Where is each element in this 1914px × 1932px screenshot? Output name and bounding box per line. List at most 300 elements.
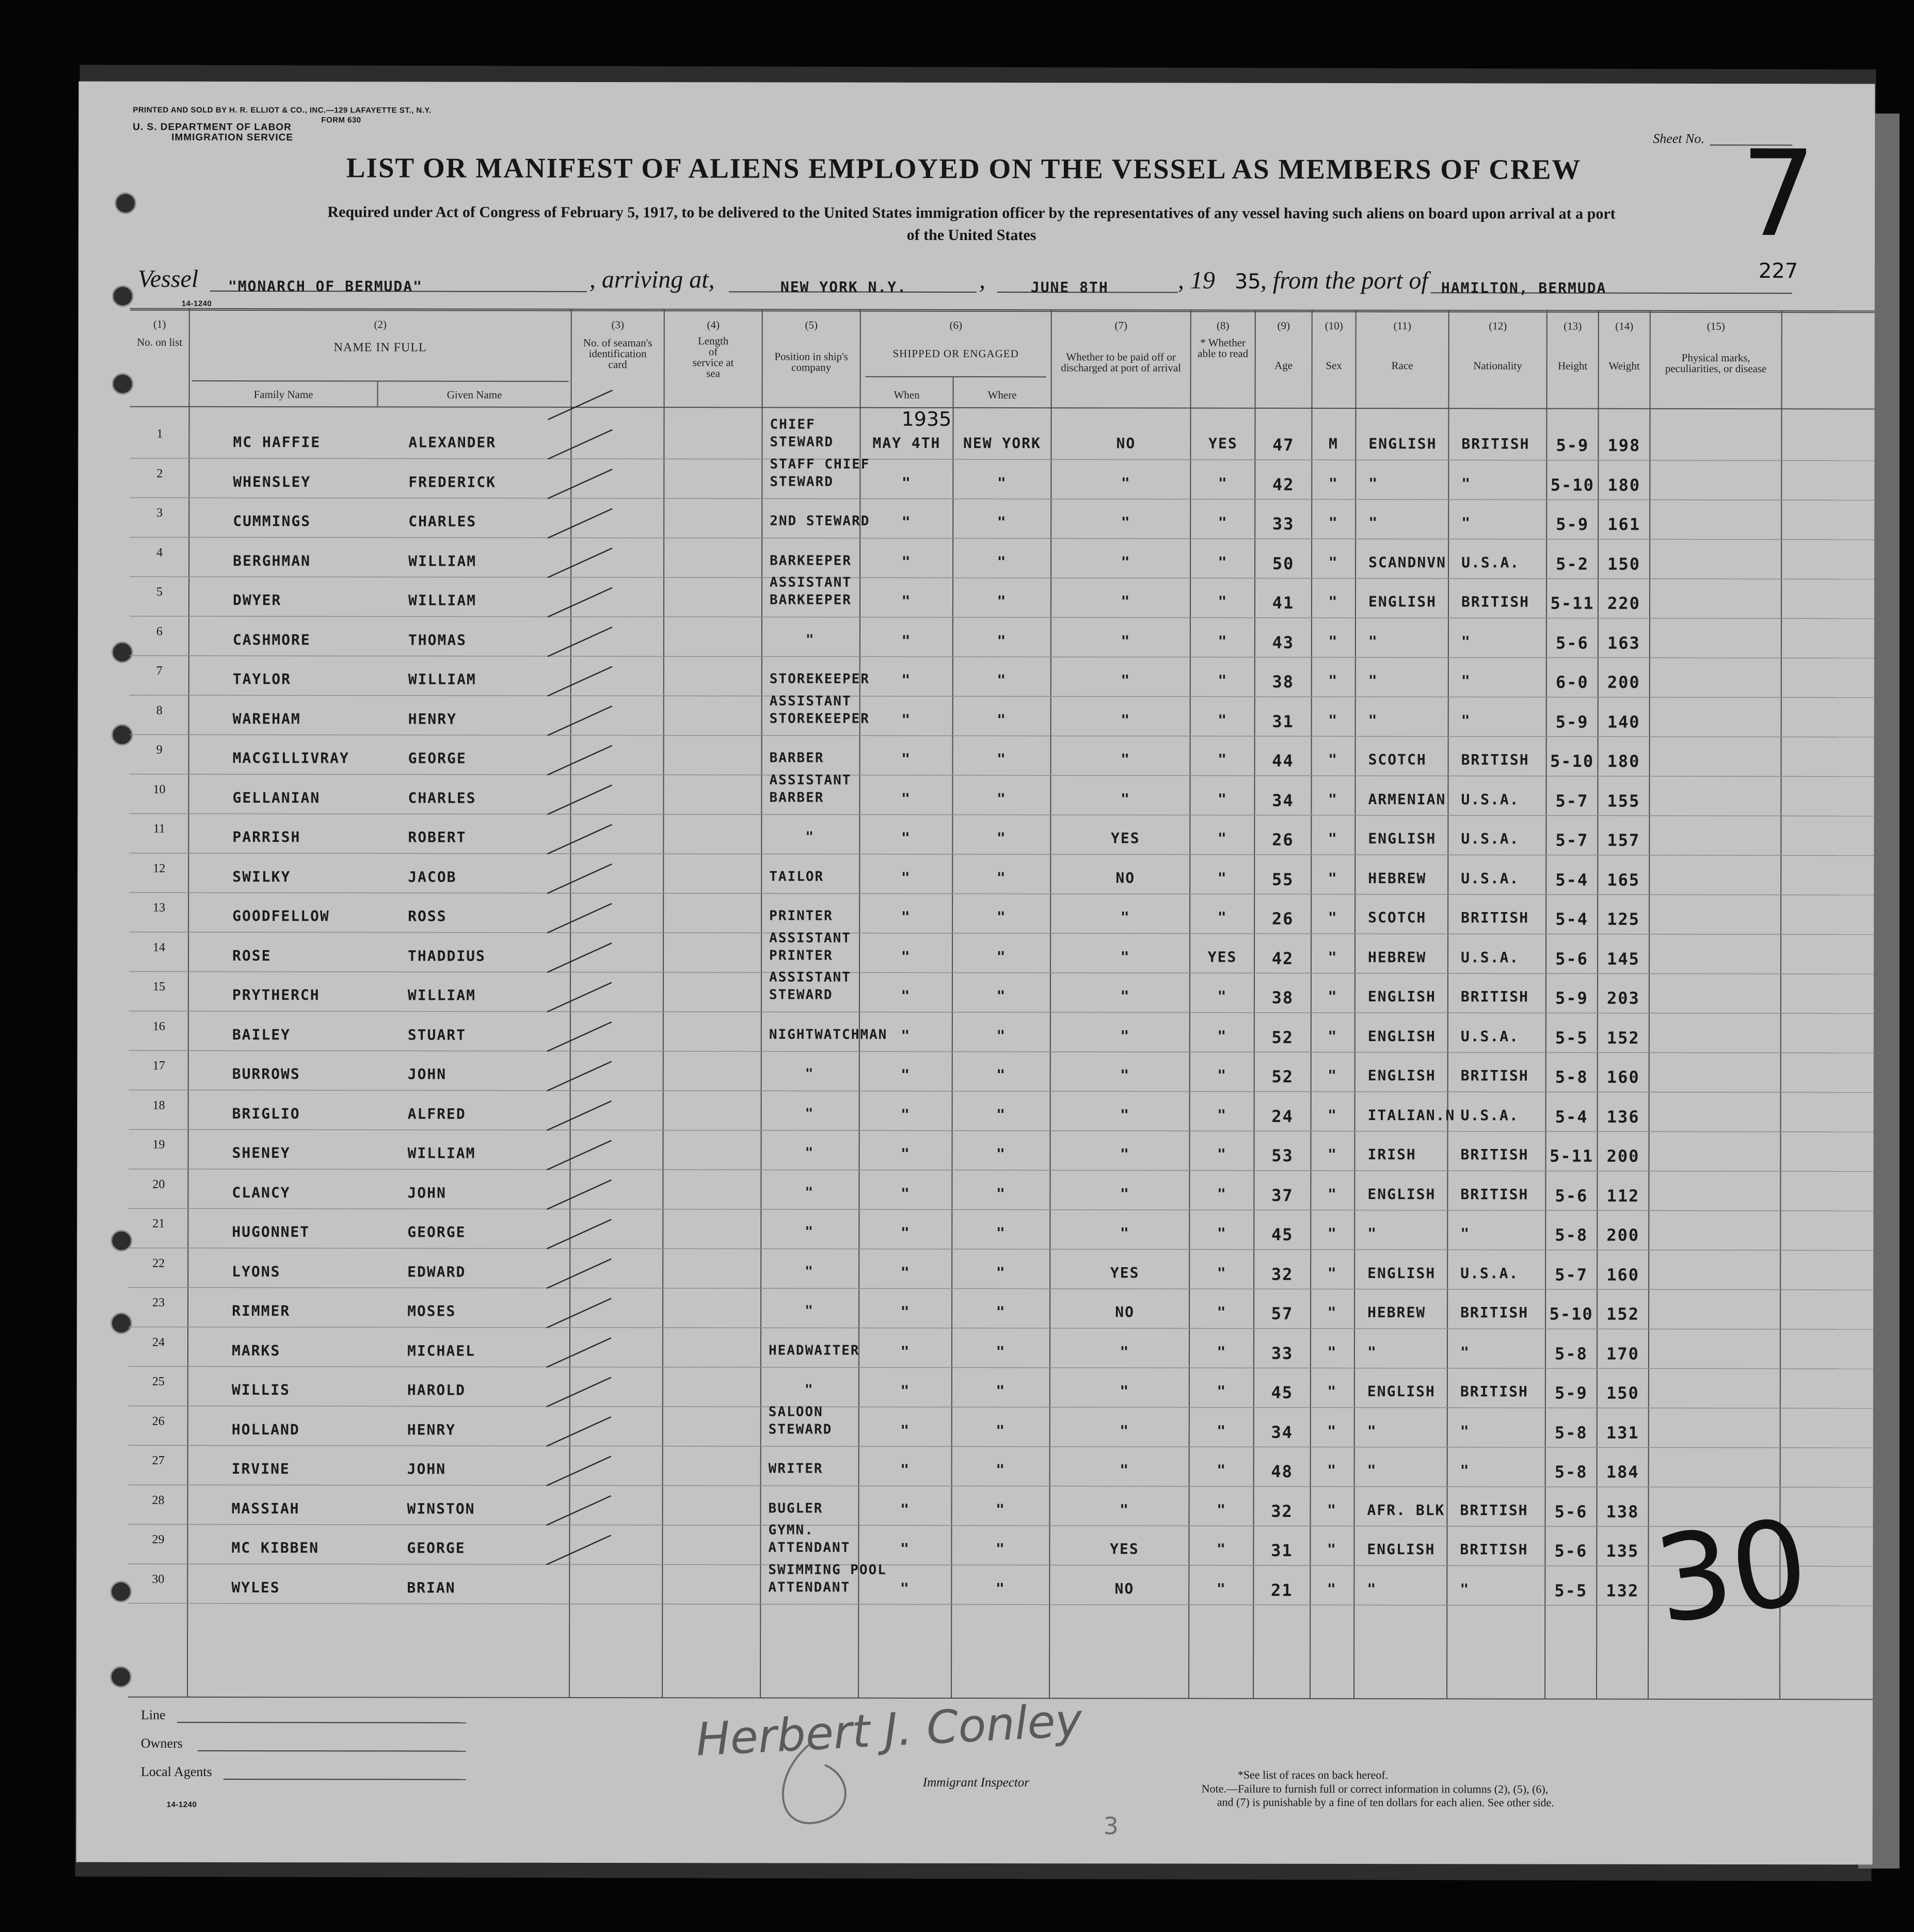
cell-family: RIMMER <box>232 1302 291 1320</box>
cell-paid: " <box>1121 553 1131 570</box>
cell-weight: 180 <box>1607 475 1641 495</box>
cell-nat: " <box>1460 1225 1471 1242</box>
pencil-mark: 3 <box>1103 1812 1119 1840</box>
cell-nat: BRITISH <box>1461 593 1530 611</box>
from-label: , from the port of <box>1260 266 1428 295</box>
cell-weight: 136 <box>1606 1107 1640 1127</box>
cell-when: MAY 4TH <box>872 434 941 452</box>
col2-heading: (2) NAME IN FULL <box>333 318 427 355</box>
cell-race: ENGLISH <box>1367 1067 1436 1084</box>
cell-height: 5-4 <box>1555 870 1589 890</box>
cell-nat: " <box>1461 672 1471 690</box>
cell-nat: BRITISH <box>1460 1067 1529 1084</box>
cell-given: THOMAS <box>408 631 467 649</box>
subtitle-2: of the United States <box>906 226 1036 244</box>
cell-given: WILLIAM <box>408 670 476 688</box>
cell-nat: " <box>1460 1343 1470 1361</box>
cell-position-line1: ASSISTANT <box>769 693 852 709</box>
cell-no: 7 <box>156 664 163 678</box>
cell-weight: 157 <box>1607 830 1640 850</box>
cell-weight: 135 <box>1606 1541 1639 1561</box>
cell-where: " <box>997 790 1007 807</box>
cell-height: 5-7 <box>1555 830 1589 850</box>
cell-position-line2: ATTENDANT <box>768 1540 851 1556</box>
row-rule <box>129 1524 1873 1527</box>
footer-code: 14-1240 <box>166 1800 197 1809</box>
cell-when: " <box>901 553 912 570</box>
cell-weight: 150 <box>1606 1383 1639 1403</box>
cell-family: DWYER <box>232 591 282 609</box>
cell-when: " <box>900 1422 911 1439</box>
cell-weight: 125 <box>1607 909 1640 929</box>
cell-nat: " <box>1461 514 1472 532</box>
cell-where: " <box>996 987 1007 1005</box>
cell-paid: " <box>1121 711 1131 728</box>
cell-paid: " <box>1120 948 1130 965</box>
row-rule <box>129 1406 1873 1409</box>
cell-sex: " <box>1328 672 1338 689</box>
cell-sex: " <box>1327 1185 1337 1203</box>
cell-family: MC HAFFIE <box>233 433 321 451</box>
cell-height: 5-4 <box>1555 1107 1588 1127</box>
cell-given: WILLIAM <box>408 592 477 609</box>
cell-age: 32 <box>1271 1501 1293 1521</box>
cell-nat: U.S.A. <box>1461 869 1520 887</box>
cell-position-line2: PRINTER <box>769 908 833 924</box>
cell-no: 22 <box>152 1256 165 1270</box>
cell-paid: " <box>1120 1066 1130 1084</box>
footnote-penalty: Note.—Failure to furnish full or correct information in columns (2), (5), (6), <box>1201 1782 1549 1796</box>
cell-age: 24 <box>1271 1106 1294 1126</box>
cell-no: 1 <box>156 427 163 441</box>
card-check-mark <box>547 1417 611 1446</box>
cell-no: 23 <box>152 1296 165 1310</box>
cell-position-line2: BUGLER <box>768 1500 823 1516</box>
cell-where: " <box>997 711 1007 728</box>
cell-no: 21 <box>152 1217 165 1231</box>
cell-when: " <box>901 513 912 531</box>
subtitle: Required under Act of Congress of February 5, 1917, to be delivered to the United States immigration officer by the representatives of any vessel having such aliens on board upon arrival at a port <box>327 203 1616 222</box>
cell-given: MICHAEL <box>407 1342 476 1360</box>
cell-race: " <box>1368 711 1378 729</box>
cell-read: " <box>1217 869 1227 887</box>
cell-age: 34 <box>1271 1422 1294 1442</box>
year-suffix: 35 <box>1234 269 1261 294</box>
cell-race: ENGLISH <box>1367 1185 1436 1203</box>
cell-read: " <box>1217 1224 1227 1242</box>
cell-sex: " <box>1328 829 1338 847</box>
cell-age: 42 <box>1271 948 1294 968</box>
cell-position-line2: ATTENDANT <box>768 1579 851 1595</box>
cell-where: " <box>996 1224 1006 1242</box>
cell-family: WILLIS <box>231 1381 291 1399</box>
cell-when: " <box>900 1540 910 1557</box>
card-check-mark <box>547 1061 612 1091</box>
cell-weight: 145 <box>1607 949 1640 969</box>
cell-weight: 160 <box>1606 1265 1640 1285</box>
cell-weight: 184 <box>1606 1462 1639 1482</box>
cell-height: 5-11 <box>1549 1146 1594 1166</box>
family-name-heading: Family Name <box>253 388 313 401</box>
cell-when: " <box>900 1461 911 1478</box>
row-rule <box>129 1011 1874 1014</box>
cell-paid: NO <box>1116 435 1136 452</box>
cell-race: " <box>1368 514 1379 532</box>
cell-position-line2: STEWARD <box>769 987 833 1003</box>
cell-race: " <box>1368 672 1378 690</box>
cell-family: MC KIBBEN <box>231 1539 320 1557</box>
cell-position-line1: ASSISTANT <box>770 574 852 590</box>
cell-age: 34 <box>1272 790 1294 810</box>
row-rule <box>129 1327 1873 1330</box>
col12-heading: (12) Nationality <box>1473 320 1522 372</box>
cell-age: 33 <box>1272 514 1295 534</box>
cell-read: " <box>1218 474 1228 492</box>
card-check-mark <box>547 785 612 815</box>
cell-read: " <box>1217 1145 1227 1163</box>
cell-no: 24 <box>152 1335 165 1349</box>
cell-paid: " <box>1120 1422 1130 1439</box>
cell-no: 25 <box>152 1375 165 1388</box>
cell-family: SHENEY <box>232 1144 291 1162</box>
cell-read: " <box>1217 987 1227 1005</box>
cell-age: 47 <box>1272 435 1295 455</box>
cell-no: 13 <box>153 901 166 915</box>
cell-no: 12 <box>153 861 166 875</box>
cell-family: CASHMORE <box>232 631 311 648</box>
card-check-mark <box>547 943 612 972</box>
cell-given: WILLIAM <box>408 552 477 570</box>
cell-no: 30 <box>152 1572 165 1586</box>
cell-race: ENGLISH <box>1367 1027 1436 1045</box>
cell-when: " <box>900 1343 911 1360</box>
cell-age: 31 <box>1272 711 1294 731</box>
cell-weight: 200 <box>1606 1146 1640 1166</box>
cell-family: BURROWS <box>232 1065 300 1083</box>
inspector-signature: Herbert J. Conley <box>694 1693 1083 1766</box>
card-check-mark <box>547 1456 611 1486</box>
row-rule <box>130 695 1874 698</box>
card-check-mark <box>547 1140 611 1170</box>
cell-position-line1: GYMN. <box>768 1522 814 1538</box>
cell-height: 5-8 <box>1555 1225 1588 1245</box>
line-label: Line <box>140 1707 166 1722</box>
cell-sex: " <box>1327 1264 1337 1282</box>
cell-position-line2: TAILOR <box>769 868 824 885</box>
cell-family: HUGONNET <box>232 1223 310 1241</box>
col4-heading: (4) Length of service at sea <box>692 318 734 380</box>
cell-given: ALFRED <box>407 1105 466 1123</box>
col10-heading: (10) Sex <box>1325 319 1343 372</box>
card-check-mark <box>548 745 612 775</box>
cell-position-line1: STAFF CHIEF <box>770 456 870 472</box>
cell-height: 5-4 <box>1555 909 1589 929</box>
cell-where: " <box>996 869 1007 886</box>
cell-given: MOSES <box>407 1302 456 1320</box>
col14-heading: (14) Weight <box>1608 320 1640 372</box>
cell-family: BRIGLIO <box>232 1105 300 1122</box>
cell-no: 11 <box>153 822 165 836</box>
cell-nat: U.S.A. <box>1461 830 1520 848</box>
cell-read: " <box>1216 1540 1226 1558</box>
cell-no: 19 <box>152 1138 165 1152</box>
cell-family: GOODFELLOW <box>232 907 330 925</box>
cell-age: 43 <box>1272 632 1295 652</box>
cell-weight: 131 <box>1606 1423 1639 1443</box>
card-check-mark <box>547 864 612 893</box>
card-check-mark <box>547 903 612 933</box>
cell-when-year: 1935 <box>901 407 952 430</box>
cell-sex: " <box>1327 1343 1337 1361</box>
cell-age: 52 <box>1271 1066 1294 1087</box>
cell-read: " <box>1216 1580 1226 1598</box>
cell-position-line2: " <box>805 1066 815 1082</box>
cell-height: 5-6 <box>1554 1502 1588 1522</box>
cell-position-line2: " <box>804 1382 814 1398</box>
cell-weight: 152 <box>1606 1028 1640 1048</box>
cell-race: SCOTCH <box>1368 751 1427 769</box>
cell-no: 14 <box>153 940 166 954</box>
cell-when: " <box>901 1145 911 1162</box>
cell-paid: " <box>1120 1500 1129 1518</box>
cell-weight: 112 <box>1606 1186 1640 1206</box>
cell-age: 41 <box>1272 593 1295 613</box>
cell-no: 17 <box>152 1059 165 1073</box>
cell-position-line2: STEWARD <box>770 434 834 450</box>
cell-weight: 152 <box>1606 1304 1639 1324</box>
cell-given: HENRY <box>408 710 457 728</box>
cell-given: STUART <box>407 1026 467 1044</box>
cell-nat: " <box>1460 1580 1470 1598</box>
cell-paid: " <box>1120 1106 1130 1123</box>
departure-port: HAMILTON, BERMUDA <box>1441 279 1607 297</box>
cell-position-line2: 2ND STEWARD <box>770 513 870 529</box>
cell-no: 5 <box>156 585 163 599</box>
cell-where: " <box>995 1579 1006 1597</box>
card-check-mark <box>547 1496 611 1525</box>
cell-position-line1: SALOON <box>768 1403 823 1420</box>
cell-when: " <box>901 632 912 649</box>
cell-when: " <box>901 474 912 491</box>
cell-given: JACOB <box>408 868 457 886</box>
cell-read: " <box>1217 1066 1227 1084</box>
cell-family: MASSIAH <box>231 1499 300 1517</box>
card-check-mark <box>546 1535 611 1564</box>
col15-heading: (15) Physical marks, peculiarities, or disease <box>1665 320 1767 375</box>
row-rule <box>130 616 1874 619</box>
owners-label: Owners <box>140 1735 183 1751</box>
cell-paid: YES <box>1110 1264 1140 1281</box>
arriving-label: , arriving at, <box>589 265 715 294</box>
cell-height: 5-9 <box>1556 514 1589 534</box>
cell-when: " <box>900 1224 911 1241</box>
cell-race: " <box>1367 1580 1377 1598</box>
cell-position-line2: " <box>805 1303 814 1319</box>
cell-height: 6-0 <box>1555 672 1589 692</box>
cell-when: " <box>901 592 912 610</box>
cell-given: JOHN <box>407 1184 446 1202</box>
cell-position-line2: BARKEEPER <box>770 552 852 569</box>
row-rule <box>128 1564 1873 1567</box>
cell-height: 5-2 <box>1556 554 1589 574</box>
card-check-mark <box>547 1101 612 1130</box>
cell-read: " <box>1218 751 1228 768</box>
cell-family: MACGILLIVRAY <box>232 749 349 767</box>
cell-height: 5-8 <box>1555 1344 1588 1364</box>
given-name-heading: Given Name <box>446 388 502 401</box>
cell-when: " <box>901 1106 911 1123</box>
col5-heading: (5) Position in ship's company <box>774 318 849 374</box>
cell-nat: " <box>1461 474 1472 492</box>
cell-nat: BRITISH <box>1460 1304 1529 1321</box>
cell-when: " <box>901 790 911 807</box>
cell-race: " <box>1367 1343 1377 1361</box>
cell-read: " <box>1217 829 1227 847</box>
cell-paid: " <box>1121 474 1131 491</box>
cell-position-line2: BARBER <box>769 750 824 766</box>
row-rule <box>130 577 1874 579</box>
cell-where: " <box>997 632 1007 649</box>
cell-family: BERGHMAN <box>233 552 311 569</box>
card-check-mark <box>547 824 612 854</box>
cell-position-line2: " <box>805 632 815 648</box>
cell-height: 5-9 <box>1555 988 1588 1008</box>
cell-position-line2: " <box>805 1185 815 1201</box>
cell-weight: 165 <box>1607 870 1640 890</box>
cell-read: " <box>1217 1264 1227 1282</box>
cell-position-line2: " <box>805 1106 815 1122</box>
cell-race: " <box>1368 632 1378 650</box>
cell-family: CLANCY <box>232 1184 291 1201</box>
cell-where: " <box>996 1382 1006 1400</box>
cell-position-line1: SWIMMING POOL <box>768 1561 887 1578</box>
cell-read: " <box>1217 1382 1227 1400</box>
cell-where: " <box>997 593 1007 610</box>
cell-where: " <box>996 1145 1006 1163</box>
where-heading: Where <box>987 389 1017 402</box>
cell-paid: " <box>1120 908 1130 926</box>
cell-when: " <box>900 1303 911 1320</box>
cell-given: HAROLD <box>407 1381 466 1399</box>
cell-family: LYONS <box>232 1263 281 1280</box>
row-rule <box>130 458 1874 461</box>
row-rule <box>129 971 1874 974</box>
cell-read: " <box>1217 1343 1227 1361</box>
row-rule <box>129 1287 1873 1290</box>
cell-age: 57 <box>1271 1303 1294 1323</box>
cell-sex: " <box>1328 908 1338 926</box>
cell-paid: " <box>1121 514 1131 531</box>
cell-family: HOLLAND <box>231 1420 300 1438</box>
cell-position-line1: ASSISTANT <box>769 969 851 985</box>
arrival-date: JUNE 8TH <box>1030 279 1109 296</box>
cell-read: " <box>1217 1461 1227 1479</box>
row-rule <box>130 656 1874 658</box>
cell-where: " <box>996 829 1007 847</box>
cell-given: THADDIUS <box>408 947 486 965</box>
cell-read: " <box>1217 1185 1227 1203</box>
cell-race: ENGLISH <box>1368 830 1437 848</box>
cell-position-line2: PRINTER <box>769 947 833 964</box>
cell-sex: " <box>1328 711 1338 729</box>
cell-weight: 220 <box>1607 593 1640 613</box>
cell-read: " <box>1217 1422 1227 1440</box>
cell-nat: BRITISH <box>1460 1383 1528 1400</box>
cell-given: CHARLES <box>408 513 477 530</box>
cell-nat: BRITISH <box>1460 988 1529 1005</box>
row-rule <box>129 1366 1873 1369</box>
cell-when: " <box>901 948 911 965</box>
cell-weight: 161 <box>1607 514 1641 534</box>
card-check-mark <box>548 666 612 696</box>
cell-weight: 132 <box>1606 1580 1639 1601</box>
cell-nat: BRITISH <box>1460 1541 1528 1558</box>
cell-sex: " <box>1328 987 1338 1005</box>
cell-nat: " <box>1461 632 1471 650</box>
cell-position-line2: " <box>805 1145 815 1161</box>
footnote-races: *See list of races on back hereof. <box>1237 1768 1389 1782</box>
cell-sex: " <box>1328 593 1338 610</box>
cell-where: " <box>996 1185 1006 1202</box>
footnote-penalty-2: and (7) is punishable by a fine of ten dollars for each alien. See other side. <box>1217 1795 1554 1809</box>
cell-family: PARRISH <box>232 828 301 846</box>
cell-weight: 200 <box>1606 1225 1640 1245</box>
row-rule <box>130 774 1874 777</box>
cell-nat: BRITISH <box>1460 1185 1529 1203</box>
cell-race: " <box>1368 474 1379 492</box>
cell-where: " <box>996 1264 1006 1281</box>
cell-height: 5-6 <box>1554 1541 1588 1561</box>
cell-race: " <box>1367 1422 1377 1440</box>
cell-weight: 160 <box>1606 1067 1640 1087</box>
cell-read: " <box>1218 553 1228 571</box>
card-check-mark <box>547 982 612 1012</box>
cell-paid: " <box>1120 1224 1130 1242</box>
cell-read: " <box>1217 908 1227 926</box>
cell-where: " <box>996 1106 1007 1123</box>
cell-paid: NO <box>1115 1303 1135 1321</box>
cell-age: 21 <box>1271 1580 1293 1600</box>
row-rule <box>129 813 1874 816</box>
cell-race: SCANDNVN <box>1368 553 1446 571</box>
row-rule <box>130 537 1874 540</box>
col8-heading: (8) * Whether able to read <box>1198 319 1249 360</box>
cell-position-line1: ASSISTANT <box>769 930 852 946</box>
cell-position-line2: " <box>805 1264 814 1280</box>
cell-when: " <box>901 671 912 689</box>
row-rule <box>129 932 1874 935</box>
cell-read: YES <box>1207 948 1237 966</box>
cell-family: MARKS <box>231 1342 281 1359</box>
cell-race: AFR. BLK <box>1367 1501 1445 1519</box>
cell-height: 5-10 <box>1550 475 1594 495</box>
cell-paid: " <box>1120 1382 1130 1400</box>
card-check-mark <box>547 1022 612 1051</box>
cell-paid: " <box>1120 1343 1130 1360</box>
row-rule <box>129 1169 1873 1172</box>
row-rule <box>129 1248 1873 1251</box>
cell-no: 15 <box>152 980 165 994</box>
cell-where: " <box>996 948 1007 965</box>
vessel-name: "MONARCH OF BERMUDA" <box>228 277 423 295</box>
cell-race: ENGLISH <box>1367 1383 1436 1400</box>
cell-family: ROSE <box>232 947 272 964</box>
cell-no: 9 <box>156 743 163 757</box>
cell-age: 26 <box>1272 829 1294 850</box>
cell-when: " <box>901 1066 911 1083</box>
cell-where: " <box>996 1461 1006 1479</box>
cell-where: " <box>996 1066 1007 1084</box>
